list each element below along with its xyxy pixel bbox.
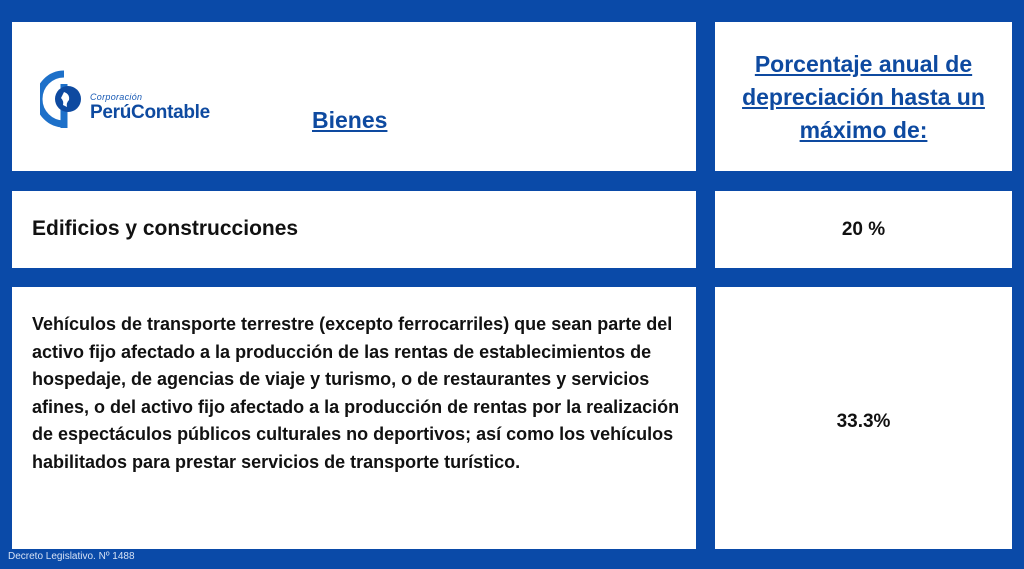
header-percentage-cell: [715, 22, 1012, 171]
table-row-percentage-cell: [715, 287, 1012, 549]
bien-description: Vehículos de transporte terrestre (excepto ferrocarriles) que sean parte del activo fijo afectado a la producción de las rentas de establecimientos de hospedaje, de agencias de viaje y turismo, o de restaurantes y servicios afines, o del activo fijo afectado a la producción de rentas por la realización de espectáculos públicos culturales no deportivos; así como los vehículos habilitados para prestar servicios de transporte turístico.: [32, 314, 680, 472]
percentage-value: 33.3%: [836, 411, 891, 432]
logo-brand: PerúContable: [90, 102, 210, 123]
bien-label: Edificios y construcciones: [32, 217, 299, 240]
bienes-header-link[interactable]: Bienes: [312, 107, 388, 133]
table-row-bien-cell: [12, 287, 696, 549]
table-row-bien-cell: [12, 191, 696, 268]
header-bienes-cell: [12, 22, 696, 171]
table-row-percentage-cell: [715, 191, 1012, 268]
peru-contable-logo-icon: [40, 62, 88, 142]
footnote-source: Decreto Legislativo. Nº 1488: [8, 551, 135, 562]
percentage-header-link[interactable]: Porcentaje anual de depreciación hasta un máximo de:: [742, 51, 985, 143]
percentage-value: 20 %: [841, 219, 886, 240]
logo-corporacion: Corporación: [90, 92, 143, 102]
logo: [40, 62, 240, 142]
